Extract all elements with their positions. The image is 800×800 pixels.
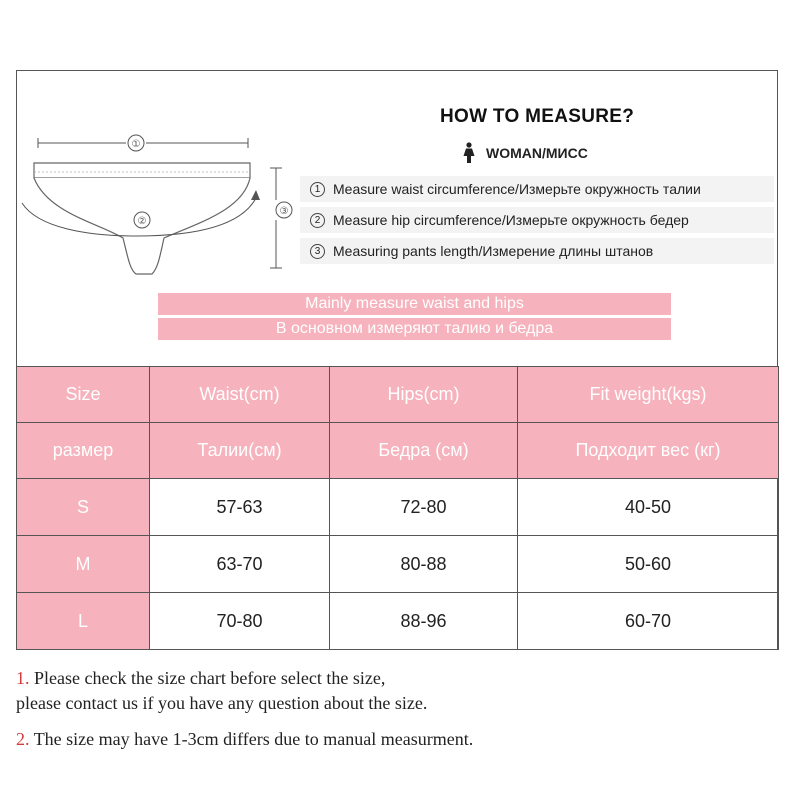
table-row bbox=[17, 593, 779, 650]
hips-cell: 72-80 bbox=[330, 479, 518, 536]
size-cell: S bbox=[17, 479, 150, 536]
header-cell: Подходит вес (кг) bbox=[518, 423, 779, 479]
weight-cell: 60-70 bbox=[518, 593, 779, 650]
banner-russian: В основном измеряют талию и бедра bbox=[158, 318, 671, 340]
measure-steps bbox=[300, 176, 774, 269]
hips-cell: 88-96 bbox=[330, 593, 518, 650]
gender-label-row bbox=[462, 142, 588, 164]
note-number: 1. bbox=[16, 668, 30, 688]
panties-diagram bbox=[18, 128, 298, 288]
header-cell: Size bbox=[17, 367, 150, 423]
header-cell: Бедра (см) bbox=[330, 423, 518, 479]
size-cell: M bbox=[17, 536, 150, 593]
size-chart-table bbox=[16, 366, 779, 650]
step-number: 2 bbox=[310, 213, 325, 228]
table-row bbox=[17, 536, 779, 593]
note-1 bbox=[16, 668, 385, 689]
banner-english: Mainly measure waist and hips bbox=[158, 293, 671, 315]
gender-label: WOMAN/МИСС bbox=[486, 145, 588, 161]
size-cell: L bbox=[17, 593, 150, 650]
mark-1: ① bbox=[131, 139, 141, 150]
table-header-row bbox=[17, 367, 779, 423]
header-cell: Waist(cm) bbox=[150, 367, 330, 423]
step-item bbox=[300, 176, 774, 202]
note-1-continued: please contact us if you have any question about the size. bbox=[16, 693, 428, 713]
header-cell: Fit weight(kgs) bbox=[518, 367, 779, 423]
table-header-row bbox=[17, 423, 779, 479]
mark-2: ② bbox=[137, 216, 147, 227]
step-text: Measure waist circumference/Измерьте окружность талии bbox=[333, 181, 701, 197]
step-text: Measuring pants length/Измерение длины штанов bbox=[333, 243, 654, 259]
step-text: Measure hip circumference/Измерьте окружность бедер bbox=[333, 212, 689, 228]
waist-cell: 57-63 bbox=[150, 479, 330, 536]
table-row bbox=[17, 479, 779, 536]
step-number: 3 bbox=[310, 244, 325, 259]
step-number: 1 bbox=[310, 182, 325, 197]
mark-3: ③ bbox=[279, 206, 289, 217]
header-cell: Hips(cm) bbox=[330, 367, 518, 423]
hips-cell: 80-88 bbox=[330, 536, 518, 593]
note-2 bbox=[16, 729, 473, 750]
step-item bbox=[300, 207, 774, 233]
note-number: 2. bbox=[16, 729, 30, 749]
note-text: Please check the size chart before select the size, bbox=[34, 668, 386, 688]
header-cell: размер bbox=[17, 423, 150, 479]
weight-cell: 50-60 bbox=[518, 536, 779, 593]
page-title: HOW TO MEASURE? bbox=[440, 106, 635, 127]
waist-cell: 70-80 bbox=[150, 593, 330, 650]
weight-cell: 40-50 bbox=[518, 479, 779, 536]
woman-icon bbox=[462, 142, 476, 164]
note-text: The size may have 1-3cm differs due to manual measurment. bbox=[33, 729, 474, 749]
step-item bbox=[300, 238, 774, 264]
waist-cell: 63-70 bbox=[150, 536, 330, 593]
header-cell: Талии(см) bbox=[150, 423, 330, 479]
